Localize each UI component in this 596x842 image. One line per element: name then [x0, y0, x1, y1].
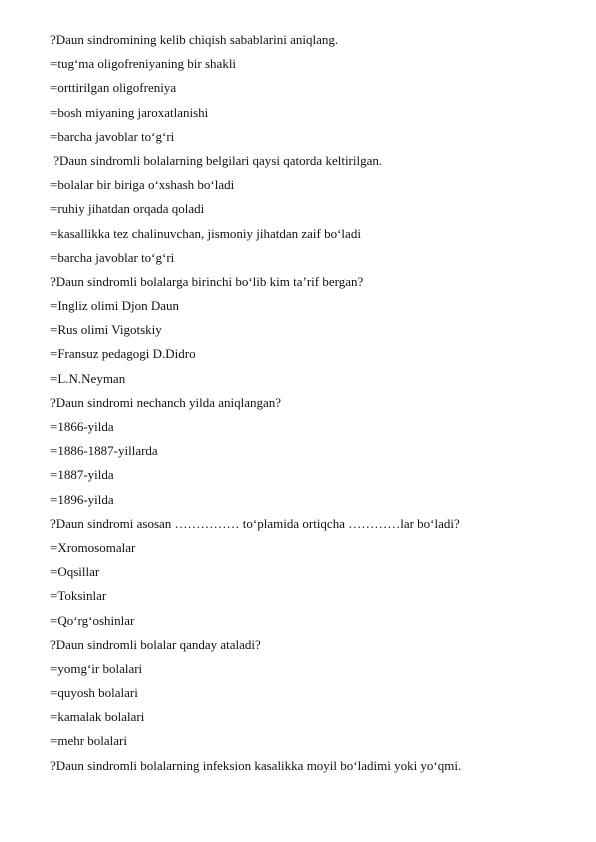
answer-line: =quyosh bolalari — [50, 685, 138, 701]
quiz-text-block — [50, 28, 570, 778]
answer-line: =Xromosomalar — [50, 539, 136, 555]
answer-line: =L.N.Neyman — [50, 370, 126, 386]
answer-line: =Oqsillar — [50, 564, 100, 580]
answer-line: =Qo‘rg‘oshinlar — [50, 612, 135, 628]
answer-line: =Fransuz pedagogi D.Didro — [50, 346, 196, 362]
answer-line: =kasallikka tez chalinuvchan, jismoniy jihatdan zaif bo‘ladi — [50, 225, 361, 241]
answer-line: =barcha javoblar to‘g‘ri — [50, 128, 175, 144]
question-line: ?Daun sindromli bolalarga birinchi bo‘lib kim ta’rif bergan? — [50, 273, 364, 289]
answer-line: =1886-1887-yillarda — [50, 443, 158, 459]
answer-line: =Rus olimi Vigotskiy — [50, 322, 162, 338]
answer-line: =1887-yilda — [50, 467, 114, 483]
question-line: ?Daun sindromi nechanch yilda aniqlangan? — [50, 394, 282, 410]
question-line: ?Daun sindromli bolalarning belgilari qaysi qatorda keltirilgan. — [50, 152, 383, 168]
question-line: ?Daun sindromining kelib chiqish sabablarini aniqlang. — [50, 32, 339, 47]
answer-line: =yomg‘ir bolalari — [50, 660, 143, 676]
answer-line: =tug‘ma oligofreniyaning bir shakli — [50, 56, 237, 72]
answer-line: =bolalar bir biriga o‘xshash bo‘ladi — [50, 177, 235, 193]
question-line: ?Daun sindromi asosan …………… to‘plamida ortiqcha …………lar bo‘ladi? — [50, 515, 460, 531]
question-line: ?Daun sindromli bolalarning infeksion kasalikka moyil bo‘ladimi yoki yo‘qmi. — [50, 757, 462, 773]
answer-line: =bosh miyaning jaroxatlanishi — [50, 104, 209, 120]
answer-line: =Toksinlar — [50, 588, 107, 604]
answer-line: =1866-yilda — [50, 419, 114, 434]
answer-line: =mehr bolalari — [50, 733, 127, 749]
answer-line: =1896-yilda — [50, 491, 114, 507]
answer-line: =barcha javoblar to‘g‘ri — [50, 249, 175, 265]
answer-line: =orttirilgan oligofreniya — [50, 80, 177, 96]
answer-line: =ruhiy jihatdan orqada qoladi — [50, 201, 205, 217]
question-line: ?Daun sindromli bolalar qanday ataladi? — [50, 636, 261, 652]
answer-line: =Ingliz olimi Djon Daun — [50, 298, 180, 314]
answer-line: =kamalak bolalari — [50, 709, 145, 725]
